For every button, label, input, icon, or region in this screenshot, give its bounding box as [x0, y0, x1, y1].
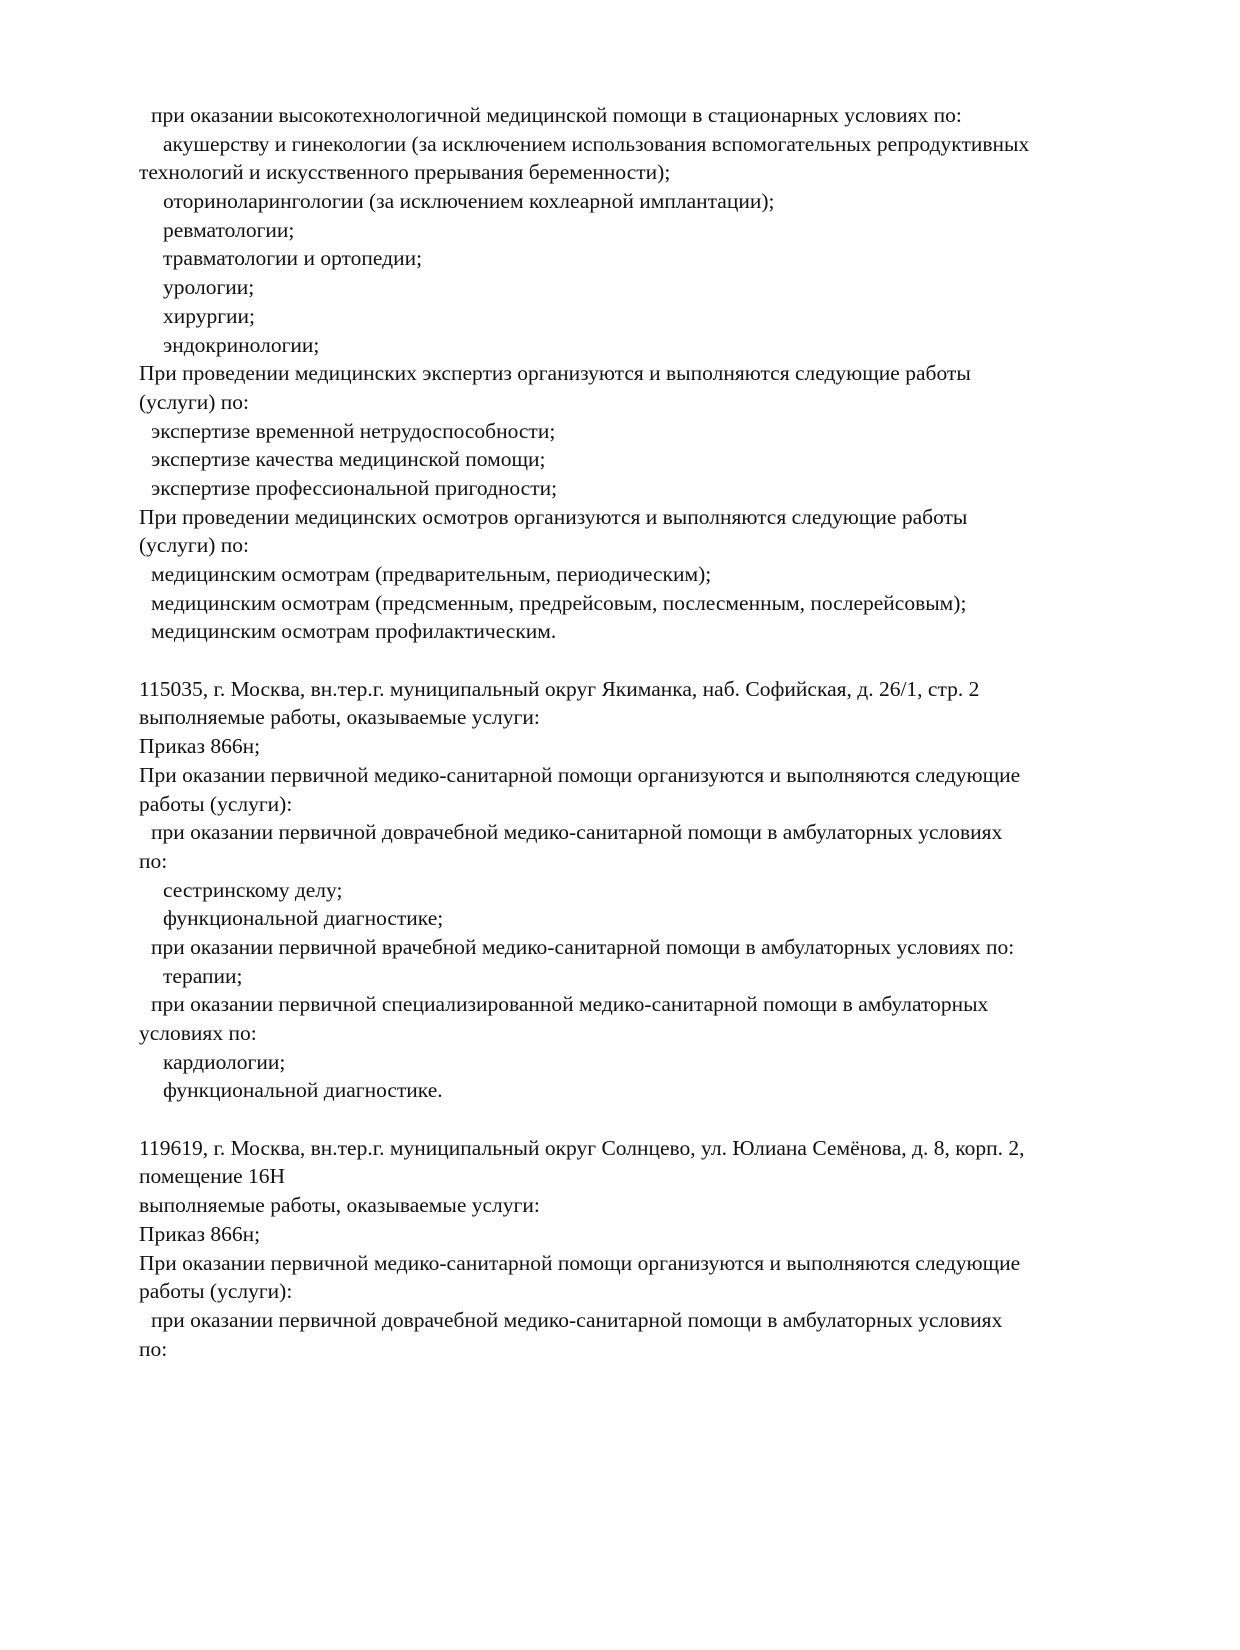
expertise-item: экспертизе временной нетрудоспособности; — [151, 418, 556, 443]
address-2-cont: помещение 16Н — [139, 1164, 286, 1189]
spec-item: функциональной диагностике. — [163, 1078, 443, 1103]
hightech-item: эндокринологии; — [163, 332, 320, 357]
prevrach-2: при оказании первичной доврачебной медико-санитарной помощи в амбулаторных условиях — [151, 1307, 1003, 1332]
spec-item: кардиологии; — [163, 1049, 286, 1074]
expertise-heading-cont: (услуги) по: — [139, 389, 250, 414]
prevrach-item: сестринскому делу; — [163, 877, 343, 902]
exams-item: медицинским осмотрам профилактическим. — [151, 619, 557, 644]
prevrach-cont-1: по: — [139, 848, 168, 873]
exams-heading-cont: (услуги) по: — [139, 533, 250, 558]
order-1: Приказ 866н; — [139, 734, 261, 759]
expertise-item: экспертизе качества медицинской помощи; — [151, 447, 546, 472]
address-1: 115035, г. Москва, вн.тер.г. муниципальный округ Якиманка, наб. Софийская, д. 26/1, стр. 2 — [139, 676, 980, 701]
hightech-item: хирургии; — [163, 303, 256, 328]
pmsp-heading-cont-1: работы (услуги): — [139, 791, 293, 816]
expertise-item: экспертизе профессиональной пригодности; — [151, 475, 558, 500]
spec-1: при оказании первичной специализированной медико-санитарной помощи в амбулаторных — [151, 992, 989, 1017]
pmsp-heading-cont-2: работы (услуги): — [139, 1279, 293, 1304]
hightech-item: травматологии и ортопедии; — [163, 246, 423, 271]
spacer — [139, 1105, 1139, 1134]
prevrach-cont-2: по: — [139, 1336, 168, 1361]
expertise-heading: При проведении медицинских экспертиз организуются и выполняются следующие работы — [139, 361, 971, 386]
works-label-2: выполняемые работы, оказываемые услуги: — [139, 1193, 540, 1218]
exams-item: медицинским осмотрам (предсменным, предрейсовым, послесменным, послерейсовым); — [151, 590, 967, 615]
spacer — [139, 646, 1139, 675]
vrach-item: терапии; — [163, 963, 243, 988]
hightech-item: акушерству и гинекологии (за исключением использования вспомогательных репродуктивных — [163, 131, 1030, 156]
exams-item: медицинским осмотрам (предварительным, периодическим); — [151, 562, 712, 586]
spec-cont-1: условиях по: — [139, 1021, 257, 1045]
document-page — [139, 101, 1139, 1363]
hightech-item-cont: технологий и искусственного прерывания беременности); — [139, 160, 671, 185]
hightech-intro: при оказании высокотехнологичной медицинской помощи в стационарных условиях по: — [151, 103, 962, 127]
hightech-item: урологии; — [163, 275, 255, 300]
hightech-item: ревматологии; — [163, 217, 295, 242]
hightech-item: оториноларингологии (за исключением кохлеарной имплантации); — [163, 189, 775, 214]
address-2: 119619, г. Москва, вн.тер.г. муниципальный округ Солнцево, ул. Юлиана Семёнова, д. 8, корп. 2, — [139, 1135, 1025, 1160]
prevrach-1: при оказании первичной доврачебной медико-санитарной помощи в амбулаторных условиях — [151, 820, 1003, 845]
pmsp-heading-1: При оказании первичной медико-санитарной помощи организуются и выполняются следующие — [139, 762, 1021, 787]
works-label-1: выполняемые работы, оказываемые услуги: — [139, 705, 540, 730]
order-2: Приказ 866н; — [139, 1221, 261, 1246]
pmsp-heading-2: При оказании первичной медико-санитарной помощи организуются и выполняются следующие — [139, 1250, 1021, 1275]
vrach-1: при оказании первичной врачебной медико-санитарной помощи в амбулаторных условиях по: — [151, 934, 1015, 959]
exams-heading: При проведении медицинских осмотров организуются и выполняются следующие работы — [139, 504, 968, 529]
prevrach-item: функциональной диагностике; — [163, 906, 444, 931]
